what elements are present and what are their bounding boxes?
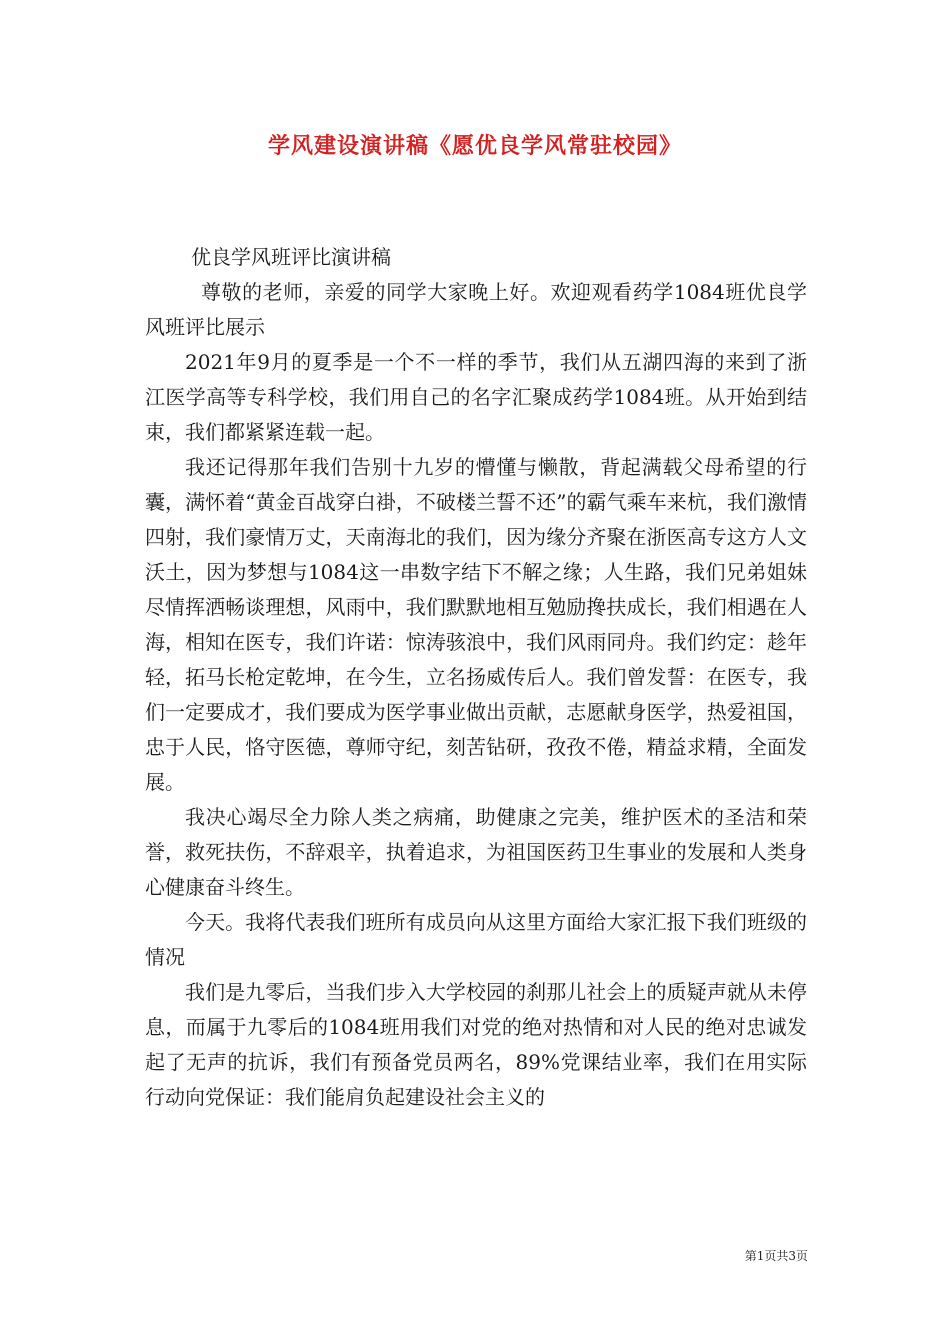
- page-number-footer: 第1页共3页: [744, 1249, 808, 1263]
- paragraph-greeting: 尊敬的老师，亲爱的同学大家晚上好。欢迎观看药学1084班优良学风班评比展示: [145, 280, 807, 339]
- paragraph: 今天。我将代表我们班所有成员向从这里方面给大家汇报下我们班级的情况: [145, 910, 807, 969]
- paragraph: 我们是九零后，当我们步入大学校园的刹那儿社会上的质疑声就从未停息，而属于九零后的1084班用我们对党的绝对热情和对人民的绝对忠诚发起了无声的抗诉，我们有预备党员两名，89%党课结业率，我们在用实际行动向党保证：我们能肩负起建设社会主义的: [145, 980, 807, 1109]
- subheading: 优良学风班评比演讲稿: [191, 245, 391, 269]
- document-body: [145, 240, 807, 1115]
- paragraph: 我决心竭尽全力除人类之病痛，助健康之完美，维护医术的圣洁和荣誉，救死扶伤，不辞艰辛，执着追求，为祖国医药卫生事业的发展和人类身心健康奋斗终生。: [145, 805, 807, 899]
- paragraph: 我还记得那年我们告别十九岁的懵懂与懒散，背起满载父母希望的行囊，满怀着“黄金百战穿白褂，不破楼兰誓不还”的霸气乘车来杭，我们激情四射，我们豪情万丈，天南海北的我们，因为缘分齐聚在浙医高专这方人文沃土，因为梦想与1084这一串数字结下不解之缘；人生路，我们兄弟姐妹尽情挥洒畅谈理想，风雨中，我们默默地相互勉励搀扶成长，我们相遇在人海，相知在医专，我们许诺：惊涛骇浪中，我们风雨同舟。我们约定：趁年轻，拓马长枪定乾坤，在今生，立名扬威传后人。我们曾发誓：在医专，我们一定要成才，我们要成为医学事业做出贡献，志愿献身医学，热爱祖国，忠于人民，恪守医德，尊师守纪，刻苦钻研，孜孜不倦，精益求精，全面发展。: [145, 455, 807, 794]
- paragraph: 2021年9月的夏季是一个不一样的季节，我们从五湖四海的来到了浙江医学高等专科学校，我们用自己的名字汇聚成药学1084班。从开始到结束，我们都紧紧连载一起。: [145, 350, 807, 444]
- document-title: 学风建设演讲稿《愿优良学风常驻校园》: [267, 133, 682, 159]
